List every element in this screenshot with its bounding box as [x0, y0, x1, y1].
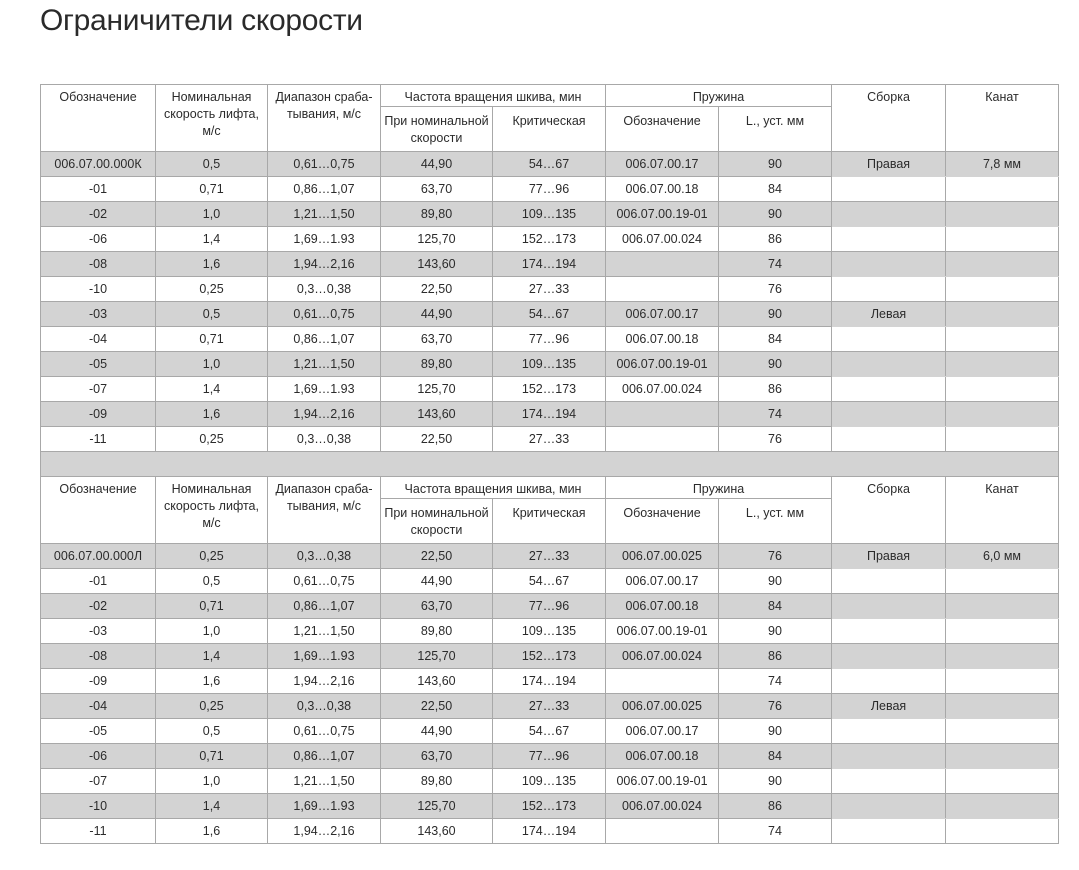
table-cell	[946, 177, 1059, 202]
table-cell: 1,21…1,50	[268, 769, 381, 794]
table-cell: -04	[41, 327, 156, 352]
table-cell	[946, 619, 1059, 644]
table-cell: 1,0	[156, 202, 268, 227]
table-cell	[946, 819, 1059, 844]
table-cell: -11	[41, 819, 156, 844]
header-nominal-speed: Номинальная скорость лифта, м/с	[156, 85, 268, 152]
table-cell	[946, 202, 1059, 227]
table-cell: Правая	[832, 152, 946, 177]
table-cell: 174…194	[493, 669, 606, 694]
table-row	[41, 644, 1059, 669]
page-title: Ограничители скорости	[40, 4, 363, 37]
table-cell: 0,25	[156, 277, 268, 302]
table-cell: 1,69…1.93	[268, 644, 381, 669]
header-range: Диапазон сраба-тывания, м/с	[268, 85, 381, 152]
header-spring: Пружина	[606, 85, 832, 107]
table-cell: 63,70	[381, 327, 493, 352]
table-cell	[832, 427, 946, 452]
table-cell: 0,86…1,07	[268, 327, 381, 352]
header-range: Диапазон сраба-тывания, м/с	[268, 477, 381, 544]
table-cell: 174…194	[493, 402, 606, 427]
table-cell: 006.07.00.024	[606, 227, 719, 252]
table-cell: 90	[719, 719, 832, 744]
table-cell: 89,80	[381, 352, 493, 377]
header-spring-length: L., уст. мм	[719, 499, 832, 544]
table-cell: -06	[41, 744, 156, 769]
table-cell	[832, 594, 946, 619]
table-row	[41, 352, 1059, 377]
table-cell: 109…135	[493, 352, 606, 377]
table-cell	[946, 252, 1059, 277]
table-cell: 006.07.00.18	[606, 744, 719, 769]
table-cell: 143,60	[381, 819, 493, 844]
table-cell: -09	[41, 669, 156, 694]
table-cell: 006.07.00.19-01	[606, 202, 719, 227]
header-rotation: Частота вращения шкива, мин	[381, 85, 606, 107]
table-cell: 74	[719, 402, 832, 427]
table-cell: 006.07.00.19-01	[606, 619, 719, 644]
table-cell: 7,8 мм	[946, 152, 1059, 177]
table-cell	[832, 227, 946, 252]
table-cell: 22,50	[381, 694, 493, 719]
table-cell: 0,25	[156, 544, 268, 569]
table-cell	[946, 669, 1059, 694]
table-cell: 1,21…1,50	[268, 202, 381, 227]
table-cell: 006.07.00.000К	[41, 152, 156, 177]
table-cell: 143,60	[381, 402, 493, 427]
table-cell	[832, 644, 946, 669]
table-row	[41, 277, 1059, 302]
table-cell	[946, 277, 1059, 302]
table-cell: 006.07.00.19-01	[606, 352, 719, 377]
table-row	[41, 152, 1059, 177]
table-cell	[832, 402, 946, 427]
table-row	[41, 794, 1059, 819]
table-cell: 44,90	[381, 152, 493, 177]
table-cell: -01	[41, 569, 156, 594]
table-cell: 86	[719, 227, 832, 252]
table-cell	[832, 327, 946, 352]
table-cell	[946, 794, 1059, 819]
speed-limiters-table	[40, 84, 1059, 844]
header-at-nominal: При номинальной скорости	[381, 499, 493, 544]
table-cell: 006.07.00.024	[606, 377, 719, 402]
table-row	[41, 719, 1059, 744]
table-cell: 174…194	[493, 819, 606, 844]
table-cell	[946, 302, 1059, 327]
table-cell: -11	[41, 427, 156, 452]
table-cell: 54…67	[493, 302, 606, 327]
table-cell: -02	[41, 202, 156, 227]
table-row	[41, 669, 1059, 694]
table-cell: 1,6	[156, 402, 268, 427]
table-cell	[946, 719, 1059, 744]
table-cell: -08	[41, 644, 156, 669]
table-cell: 86	[719, 644, 832, 669]
table-cell: 1,0	[156, 352, 268, 377]
table-cell: 006.07.00.18	[606, 594, 719, 619]
table-cell: 22,50	[381, 277, 493, 302]
table-cell: -07	[41, 769, 156, 794]
header-critical: Критическая	[493, 499, 606, 544]
table-cell: 63,70	[381, 744, 493, 769]
table-cell: 90	[719, 769, 832, 794]
table-cell	[832, 277, 946, 302]
table-row	[41, 377, 1059, 402]
table-cell: -07	[41, 377, 156, 402]
table-cell: 006.07.00.024	[606, 794, 719, 819]
table-cell: 109…135	[493, 619, 606, 644]
table-cell: 006.07.00.17	[606, 569, 719, 594]
table-cell: 76	[719, 694, 832, 719]
table-cell: 77…96	[493, 594, 606, 619]
table-cell	[832, 794, 946, 819]
table-cell: 1,4	[156, 377, 268, 402]
table-cell: 84	[719, 177, 832, 202]
table-cell: 1,4	[156, 794, 268, 819]
table-cell: 109…135	[493, 202, 606, 227]
table-cell: 77…96	[493, 744, 606, 769]
table-cell	[946, 744, 1059, 769]
table-cell: 22,50	[381, 427, 493, 452]
table-cell: 1,6	[156, 819, 268, 844]
table-row	[41, 227, 1059, 252]
header-row-top	[41, 85, 1059, 107]
table-cell: 54…67	[493, 569, 606, 594]
table-cell	[832, 619, 946, 644]
table-cell: 84	[719, 327, 832, 352]
table-cell: 006.07.00.18	[606, 327, 719, 352]
table-cell: 63,70	[381, 594, 493, 619]
header-rope: Канат	[946, 477, 1059, 544]
table-cell: 27…33	[493, 277, 606, 302]
table-row	[41, 769, 1059, 794]
table-cell: 90	[719, 619, 832, 644]
table-cell	[606, 402, 719, 427]
table-cell: -09	[41, 402, 156, 427]
header-rotation: Частота вращения шкива, мин	[381, 477, 606, 499]
table-cell	[946, 402, 1059, 427]
table-cell	[832, 569, 946, 594]
table-cell: 0,3…0,38	[268, 694, 381, 719]
header-assembly: Сборка	[832, 477, 946, 544]
table-cell: 0,5	[156, 302, 268, 327]
table-cell: 125,70	[381, 794, 493, 819]
table-cell: 006.07.00.19-01	[606, 769, 719, 794]
table-cell: 0,3…0,38	[268, 427, 381, 452]
table-cell: 006.07.00.025	[606, 544, 719, 569]
table-cell	[832, 819, 946, 844]
table-cell: 1,4	[156, 644, 268, 669]
table-cell: 44,90	[381, 569, 493, 594]
table-cell: 0,61…0,75	[268, 302, 381, 327]
table-cell: 006.07.00.000Л	[41, 544, 156, 569]
table-cell: 89,80	[381, 769, 493, 794]
table-cell: 1,6	[156, 252, 268, 277]
table-cell: 90	[719, 202, 832, 227]
table-cell: 1,0	[156, 619, 268, 644]
table-cell	[946, 327, 1059, 352]
table-cell: 006.07.00.17	[606, 152, 719, 177]
table-cell: 0,71	[156, 327, 268, 352]
table-row	[41, 252, 1059, 277]
table-cell: 63,70	[381, 177, 493, 202]
table-cell: 76	[719, 544, 832, 569]
header-rope: Канат	[946, 85, 1059, 152]
table-row	[41, 544, 1059, 569]
table-cell: -01	[41, 177, 156, 202]
table-cell: 0,25	[156, 427, 268, 452]
table-cell: -08	[41, 252, 156, 277]
table-cell: 6,0 мм	[946, 544, 1059, 569]
table-cell	[832, 669, 946, 694]
table-cell: 0,86…1,07	[268, 744, 381, 769]
header-spring: Пружина	[606, 477, 832, 499]
header-spring-designation: Обозначение	[606, 499, 719, 544]
table-row	[41, 594, 1059, 619]
table-cell: -06	[41, 227, 156, 252]
header-designation: Обозначение	[41, 85, 156, 152]
table-cell	[832, 769, 946, 794]
table-cell	[606, 277, 719, 302]
header-row-top	[41, 477, 1059, 499]
table-cell: 1,0	[156, 769, 268, 794]
header-assembly: Сборка	[832, 85, 946, 152]
table-cell	[606, 819, 719, 844]
table-cell: 90	[719, 302, 832, 327]
table-cell: 86	[719, 377, 832, 402]
table-row	[41, 177, 1059, 202]
table-cell: 125,70	[381, 377, 493, 402]
table-cell: 143,60	[381, 252, 493, 277]
table-cell: 125,70	[381, 644, 493, 669]
table-cell	[832, 352, 946, 377]
table-cell	[946, 427, 1059, 452]
table-cell	[606, 669, 719, 694]
table-cell	[606, 427, 719, 452]
header-spring-designation: Обозначение	[606, 107, 719, 152]
table-cell: 76	[719, 427, 832, 452]
table-cell	[946, 377, 1059, 402]
header-nominal-speed: Номинальная скорость лифта, м/с	[156, 477, 268, 544]
table-cell: 0,5	[156, 569, 268, 594]
table-cell	[946, 594, 1059, 619]
table-cell: 44,90	[381, 719, 493, 744]
table-cell: 0,61…0,75	[268, 719, 381, 744]
table-cell: Левая	[832, 302, 946, 327]
table-cell	[946, 227, 1059, 252]
table-cell: Правая	[832, 544, 946, 569]
table-cell: 84	[719, 594, 832, 619]
header-designation: Обозначение	[41, 477, 156, 544]
table-row	[41, 427, 1059, 452]
table-cell: -03	[41, 619, 156, 644]
table-row	[41, 744, 1059, 769]
table-cell: 27…33	[493, 544, 606, 569]
table-cell: 1,94…2,16	[268, 819, 381, 844]
table-cell	[946, 352, 1059, 377]
table-cell: 27…33	[493, 694, 606, 719]
table-cell: 1,94…2,16	[268, 669, 381, 694]
table-cell: 152…173	[493, 227, 606, 252]
table-cell: 90	[719, 569, 832, 594]
table-cell: 1,94…2,16	[268, 402, 381, 427]
table-cell: 76	[719, 277, 832, 302]
separator-cell	[41, 452, 1059, 477]
table-cell: 152…173	[493, 794, 606, 819]
table-cell	[832, 377, 946, 402]
table-cell: 74	[719, 669, 832, 694]
table-cell: Левая	[832, 694, 946, 719]
table-cell: 006.07.00.17	[606, 302, 719, 327]
table-cell	[606, 252, 719, 277]
table-cell: 77…96	[493, 327, 606, 352]
table-cell: -10	[41, 277, 156, 302]
table-cell: 54…67	[493, 719, 606, 744]
table-cell	[832, 252, 946, 277]
table-cell: 54…67	[493, 152, 606, 177]
table-cell: 27…33	[493, 427, 606, 452]
table-cell: 1,69…1.93	[268, 377, 381, 402]
table-cell: -05	[41, 352, 156, 377]
table-cell: 109…135	[493, 769, 606, 794]
table-cell: 89,80	[381, 202, 493, 227]
table-cell: 0,71	[156, 744, 268, 769]
table-cell	[946, 569, 1059, 594]
table-separator	[41, 452, 1059, 477]
table-cell: 0,86…1,07	[268, 594, 381, 619]
table-row	[41, 569, 1059, 594]
table-cell: 0,5	[156, 152, 268, 177]
header-at-nominal: При номинальной скорости	[381, 107, 493, 152]
table-cell: 0,71	[156, 177, 268, 202]
table-cell: 152…173	[493, 377, 606, 402]
table-cell: 0,3…0,38	[268, 544, 381, 569]
table-row	[41, 819, 1059, 844]
table-cell	[946, 694, 1059, 719]
table-cell: 84	[719, 744, 832, 769]
table-cell	[832, 719, 946, 744]
table-cell: -05	[41, 719, 156, 744]
table-row	[41, 619, 1059, 644]
table-cell: 74	[719, 252, 832, 277]
table-cell: 0,3…0,38	[268, 277, 381, 302]
table-cell: 74	[719, 819, 832, 844]
table-cell: 006.07.00.024	[606, 644, 719, 669]
table-cell	[832, 744, 946, 769]
table-cell: 006.07.00.18	[606, 177, 719, 202]
table-cell: 125,70	[381, 227, 493, 252]
table-cell: 1,21…1,50	[268, 352, 381, 377]
table-cell: 86	[719, 794, 832, 819]
table-row	[41, 402, 1059, 427]
table-cell: -02	[41, 594, 156, 619]
header-spring-length: L., уст. мм	[719, 107, 832, 152]
table-row	[41, 302, 1059, 327]
table-cell: 152…173	[493, 644, 606, 669]
table-cell: 006.07.00.17	[606, 719, 719, 744]
table-cell: 44,90	[381, 302, 493, 327]
table-cell: -10	[41, 794, 156, 819]
table-cell: 006.07.00.025	[606, 694, 719, 719]
table-cell: 0,86…1,07	[268, 177, 381, 202]
table-cell: 0,5	[156, 719, 268, 744]
table-cell	[946, 769, 1059, 794]
table-cell: 0,61…0,75	[268, 152, 381, 177]
table-cell: 174…194	[493, 252, 606, 277]
table-cell: -03	[41, 302, 156, 327]
table-cell: 90	[719, 152, 832, 177]
table-cell: 1,4	[156, 227, 268, 252]
table-cell: 1,69…1.93	[268, 227, 381, 252]
table-cell: 1,6	[156, 669, 268, 694]
table-cell: 0,25	[156, 694, 268, 719]
table-cell: 22,50	[381, 544, 493, 569]
table-cell: 90	[719, 352, 832, 377]
table-cell: 89,80	[381, 619, 493, 644]
table-cell	[832, 202, 946, 227]
table-row	[41, 327, 1059, 352]
table-cell: -04	[41, 694, 156, 719]
table-cell	[832, 177, 946, 202]
header-critical: Критическая	[493, 107, 606, 152]
table-cell: 1,94…2,16	[268, 252, 381, 277]
table-cell: 0,61…0,75	[268, 569, 381, 594]
table-cell: 143,60	[381, 669, 493, 694]
table-cell: 77…96	[493, 177, 606, 202]
table-cell: 0,71	[156, 594, 268, 619]
table-row	[41, 202, 1059, 227]
table-cell: 1,21…1,50	[268, 619, 381, 644]
table-row	[41, 694, 1059, 719]
table-cell	[946, 644, 1059, 669]
table-cell: 1,69…1.93	[268, 794, 381, 819]
